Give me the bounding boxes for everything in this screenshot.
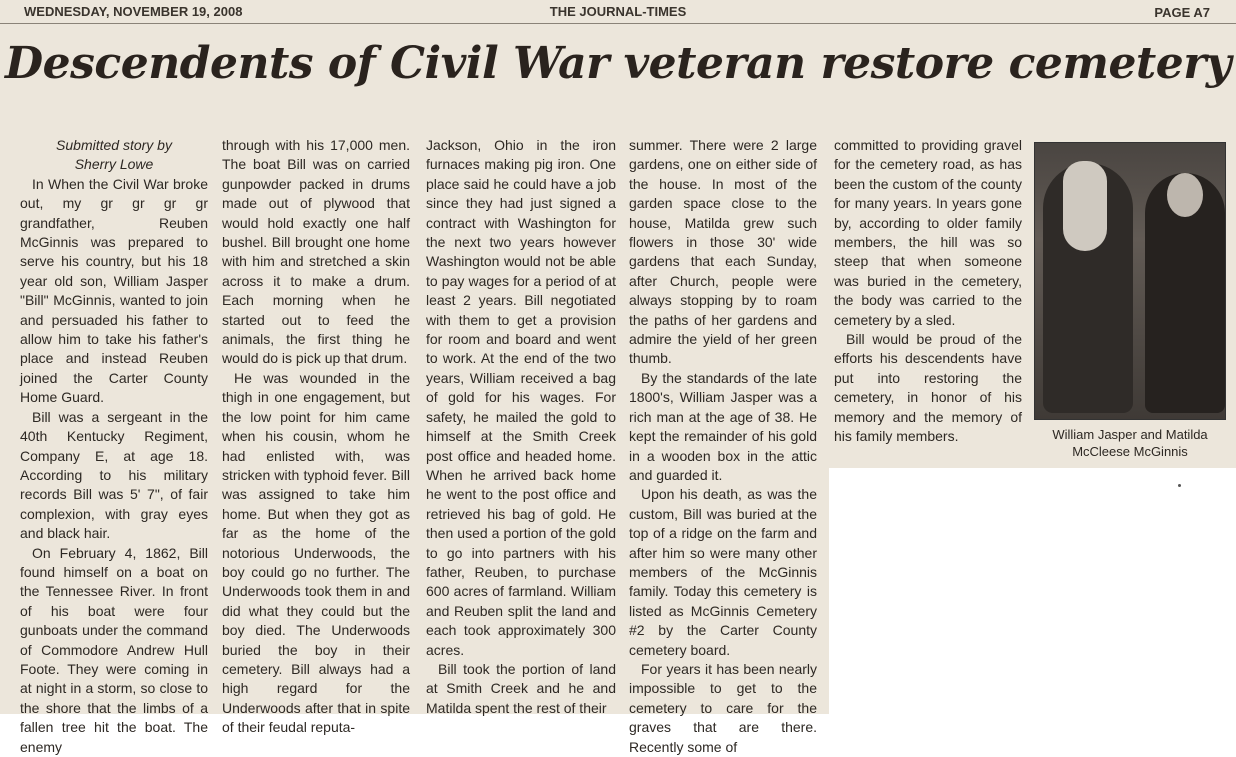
dust-speck xyxy=(1178,484,1181,487)
issue-date: WEDNESDAY, NOVEMBER 19, 2008 xyxy=(24,4,243,19)
paragraph: through with his 17,000 men. The boat Bill was on carried gunpowder packed in drums made out of plywood that would hold exactly one half bushel. Bill brought one home with him and stretched a skin across it to make a drum. Each morning when he started out to feed the animals, the first thing he would do is pick up that drum. xyxy=(222,137,410,367)
paragraph: Upon his death, as was the custom, Bill was buried at the top of a ridge on the farm and after him so were many other members of the McGinnis family. Today this cemetery is listed as McGinnis Cemetery #2 by the Carter County cemetery board. xyxy=(629,486,817,658)
photo-figure-beard xyxy=(1063,161,1107,251)
byline-line-1: Submitted story by xyxy=(56,137,172,153)
page-header xyxy=(0,0,1236,24)
paragraph: He was wounded in the thigh in one engagement, but the low point for him came when his cousin, whom he had enlisted with, was stricken with typhoid fever. Bill was assigned to take him home. But when they got as far as the home of the notorious Underwoods, the boy could go no further. The Underwoods took them in and did what they could but the boy died. The Underwoods buried the boy in their cemetery. Bill always had a high regard for the Underwoods after that in spite of their feudal reputa- xyxy=(222,369,410,736)
paragraph: Bill took the portion of land at Smith Creek and he and Matilda spent the rest of their xyxy=(426,660,616,716)
caption-line-2: McCleese McGinnis xyxy=(1072,444,1188,459)
paragraph: In When the Civil War broke out, my gr gr gr gr grandfather, Reuben McGinnis was prepared to serve his country, but his 18 year old son, William Jasper "Bill" McGinnis, wanted to join and persuaded his father to allow him to take his father's place and instead Reuben joined the Carter County Home Guard. xyxy=(20,175,208,406)
article-column-3 xyxy=(426,136,616,714)
paragraph: summer. There were 2 large gardens, one on either side of the house. In most of the garden space close to the house, Matilda grew such flowers in those 30' wide gardens that each Sunday, after Church, people were always stopping by to roam the paths of her gardens and admire the yield of her green thumb. xyxy=(629,137,817,367)
headline: Descendents of Civil War veteran restore cemetery xyxy=(5,38,1231,89)
article-column-4 xyxy=(629,136,817,755)
paragraph: For years it has been nearly impossible to get to the cemetery to care for the graves that are there. Recently some of xyxy=(629,660,817,755)
photo-figure-face xyxy=(1167,173,1203,217)
paragraph: committed to providing gravel for the cemetery road, as has been the custom of the county for many years. In years gone by, according to older family members, the hill was so steep that when someone was buried in the cemetery, the body was carried to the cemetery by a sled. xyxy=(834,137,1022,328)
article-column-1 xyxy=(20,136,208,755)
article-column-5 xyxy=(834,136,1022,466)
paragraph: On February 4, 1862, Bill found himself on a boat on the Tennessee River. In front of his boat were four gunboats under the command of Commodore Andrew Hull Foote. They were coming in at night in a storm, so close to the shore that the limbs of a fallen tree hit the boat. The enemy xyxy=(20,544,208,755)
paragraph: Bill would be proud of the efforts his descendents have put into restoring the cemetery, in honor of his memory and the memory of his family members. xyxy=(834,331,1022,445)
blank-area xyxy=(829,468,1236,714)
article-column-2 xyxy=(222,136,410,736)
paragraph: Bill was a sergeant in the 40th Kentucky Regiment, Company E, at age 18. According to his military records Bill was 5' 7", of fair complexion, with gray eyes and black hair. xyxy=(20,408,208,542)
newspaper-name: THE JOURNAL-TIMES xyxy=(549,4,687,19)
paragraph: Jackson, Ohio in the iron furnaces making pig iron. One place said he could have a job since they had just signed a contract with Washington for the next two years however Washington would not be able to pay wages for a period of at least 2 years. Bill negotiated with them to get a provision for room and board and went to work. At the end of the two years, William received a bag of gold for his wages. For safety, he mailed the gold to himself at the Smith Creek post office and headed home. When he arrived back home he went to the post office and retrieved his bag of gold. He then used a portion of the gold to go into partners with his father, Reuben, to purchase 600 acres of farmland. William and Reuben split the land and each took approximately 300 acres. xyxy=(426,137,616,658)
portrait-photo xyxy=(1034,142,1226,420)
caption-line-1: William Jasper and Matilda xyxy=(1052,427,1208,442)
photo-caption xyxy=(1034,426,1226,460)
page-number: PAGE A7 xyxy=(1154,5,1210,20)
paragraph: By the standards of the late 1800's, William Jasper was a rich man at the age of 38. He kept the remainder of his gold in a wooden box in the attic and guarded it. xyxy=(629,369,817,483)
byline-author: Sherry Lowe xyxy=(74,156,154,173)
